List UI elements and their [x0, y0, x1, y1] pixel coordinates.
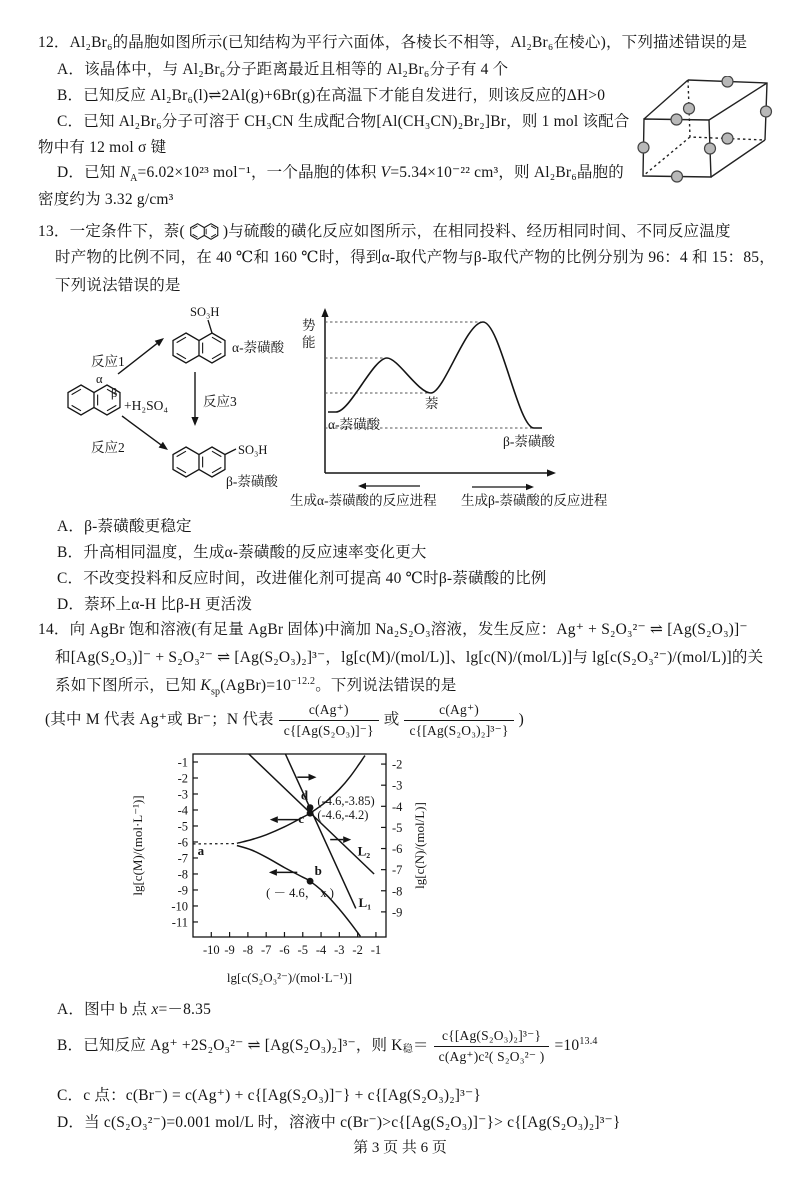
q12-option-a: A．该晶体中，与 Al₂Br₆分子距离最近且相等的 Al₂Br₆分子有 4 个 — [57, 61, 509, 78]
ion-concentration-graph — [128, 748, 448, 1000]
svg-text:-10: -10 — [202, 943, 220, 957]
svg-text:-9: -9 — [177, 883, 188, 898]
reagent-label: +H₂SO₄ — [124, 398, 169, 413]
q12-option-c-line2: 物中有 12 mol σ 键 — [38, 139, 167, 156]
svg-text:-7: -7 — [260, 943, 272, 957]
fraction2-denominator: c{[Ag(S₂O₃)₂]³⁻} — [404, 720, 513, 739]
svg-text:lg[c(N)/(mol/L)]: lg[c(N)/(mol/L)] — [412, 802, 427, 889]
naphthalene-level-label: 萘 — [425, 396, 439, 411]
beta-so3h-label: SO₃H — [238, 443, 268, 457]
q12-option-d-line2: 密度约为 3.32 g/cm³ — [38, 191, 174, 208]
q13-stem-line1-a: 13．一定条件下，萘( — [38, 222, 185, 240]
svg-text:-3: -3 — [177, 787, 188, 802]
svg-text:-6: -6 — [279, 943, 290, 957]
beta-position-label: β — [111, 386, 118, 400]
svg-text:-6: -6 — [177, 835, 188, 850]
edge-top-right — [709, 83, 767, 120]
hidden-edges-back — [688, 80, 765, 140]
potential-energy-axis-label: 势能 — [302, 318, 316, 350]
q14-mn-definition — [45, 702, 524, 738]
q14-stem-line1: 14．向 AgBr 饱和溶液(有足量 AgBr 固体)中滴加 Na₂S₂O₃溶液，发生反应：Ag⁺ + S₂O₃²⁻ ⇌ [Ag(S₂O₃)]⁻ — [38, 621, 748, 638]
graph-label: L₁ — [358, 894, 372, 910]
energy-curve — [328, 322, 542, 428]
fraction1-numerator: c(Ag⁺) — [308, 702, 349, 717]
reaction-arrows — [118, 338, 199, 450]
energy-guide-lines — [325, 322, 534, 428]
graph-label: c — [298, 810, 304, 826]
svg-text:-9: -9 — [392, 905, 403, 920]
q13-option-b: B．升高相同温度，生成α-萘磺酸的反应速率变化更大 — [57, 544, 427, 561]
svg-text:-4: -4 — [315, 943, 327, 957]
q13-option-d: D．萘环上α-H 比β-H 更活泼 — [57, 596, 253, 613]
beta-product-label: β-萘磺酸 — [226, 474, 278, 489]
svg-text:-2: -2 — [392, 757, 403, 772]
edge-bottom-right — [711, 140, 765, 177]
mn-definition-suffix: ) — [518, 711, 525, 729]
q14-option-b-prefix: B．已知反应 Ag⁺ +2S₂O₃²⁻ ⇌ [Ag(S₂O₃)₂]³⁻，则 K — [57, 1037, 403, 1055]
q13-option-a: A．β-萘磺酸更稳定 — [57, 518, 192, 535]
svg-text:-1: -1 — [177, 755, 188, 770]
hidden-edge-bottom — [643, 137, 690, 176]
q12-stem: 12．Al₂Br₆的晶胞如图所示(已知结构为平行六面体，各棱长不相等，Al₂Br₆在棱心)，下列描述错误的是 — [38, 34, 748, 51]
svg-text:-10: -10 — [171, 899, 188, 914]
reaction1-label: 反应1 — [91, 354, 125, 369]
mn-definition-or: 或 — [383, 711, 400, 729]
beta-so3h-bond — [225, 449, 236, 455]
svg-text:-5: -5 — [392, 820, 403, 835]
edge-left — [644, 80, 688, 119]
graph-label: L₂ — [357, 843, 371, 859]
svg-text:lg[c(M)/(mol·L⁻¹)]: lg[c(M)/(mol·L⁻¹)] — [130, 795, 145, 896]
svg-text:-1: -1 — [370, 943, 382, 957]
page-number-footer: 第 3 页 共 6 页 — [353, 1140, 447, 1156]
reaction3-label: 反应3 — [203, 394, 237, 409]
graph-label: a — [197, 842, 205, 858]
sulfonation-reaction-scheme — [40, 300, 320, 512]
q13-stem-line3: 下列说法错误的是 — [55, 277, 181, 294]
reaction2-label: 反应2 — [91, 440, 125, 455]
q14-stem-line3: 系如下图所示，已知 $K_{sp}(AgBr)=10^{-12.2}$。下列说法错误的是 — [55, 676, 457, 698]
q13-stem-line1-b: )与硫酸的磺化反应如图所示，在相同投料、经历相同时间、不同反应温度 — [222, 222, 731, 240]
molecule-spheres — [638, 76, 772, 182]
svg-text:-2: -2 — [177, 771, 188, 786]
k-stability-subscript: 稳 — [402, 1043, 413, 1055]
alpha-product-level-label: α-萘磺酸 — [328, 417, 381, 432]
beta-progress-label: 生成β-萘磺酸的反应进程 — [461, 493, 608, 508]
beta-product-level-label: β-萘磺酸 — [503, 434, 555, 449]
q14-option-b — [57, 1018, 598, 1074]
svg-text:-4: -4 — [177, 803, 188, 818]
mn-definition-prefix: (其中 M 代表 Ag⁺或 Br⁻；N 代表 — [45, 711, 274, 729]
k-fraction-numerator: c{[Ag(S₂O₃)₂]³⁻} — [441, 1027, 542, 1043]
k-fraction-denominator: c(Ag⁺)c²( S₂O₃²⁻ ) — [434, 1046, 550, 1065]
q14-option-a: A．图中 b 点 x=－8.35 — [57, 1001, 212, 1018]
alpha-so3h-bond — [208, 320, 212, 333]
alpha-product-label: α-萘磺酸 — [232, 340, 285, 355]
q12-option-c-line1: C．已知 Al₂Br₆分子可溶于 CH₃CN 生成配合物[Al(CH₃CN)₂Br₂]Br，则 1 mol 该配合 — [57, 113, 630, 130]
svg-text:-2: -2 — [352, 943, 363, 957]
alpha-so3h-label: SO₃H — [190, 305, 220, 319]
svg-text:-8: -8 — [242, 943, 254, 957]
svg-text:-7: -7 — [177, 851, 188, 866]
svg-text:-9: -9 — [224, 943, 235, 957]
fraction2-numerator: c(Ag⁺) — [439, 702, 479, 717]
svg-text:-6: -6 — [392, 842, 403, 857]
graph-label: (-4.6,-4.2) — [317, 807, 369, 822]
q14-option-b-value: $=10^{13.4}$ — [554, 1036, 598, 1055]
q14-option-d: D．当 c(S₂O₃²⁻)=0.001 mol/L 时，溶液中 c(Br⁻)>c{[Ag(S₂O₃)]⁻}> c{[Ag(S₂O₃)₂]³⁻} — [57, 1114, 621, 1131]
q14-option-b-equals: ＝ — [412, 1037, 429, 1055]
svg-text:-8: -8 — [392, 884, 403, 899]
energy-profile-diagram — [288, 298, 608, 513]
alpha-position-label: α — [96, 372, 103, 386]
k-stability-fraction — [434, 1028, 550, 1064]
svg-text:-8: -8 — [177, 867, 188, 882]
q13-stem-line2: 时产物的比例不同，在 40 ℃和 160 ℃时，得到α-取代产物与β-取代产物的比例分别为 96：4 和 15：85， — [55, 249, 775, 266]
alpha-progress-label: 生成α-萘磺酸的反应进程 — [290, 493, 437, 508]
svg-text:lg[c(S₂O₃²⁻)/(mol·L⁻¹)]: lg[c(S₂O₃²⁻)/(mol·L⁻¹)] — [226, 970, 353, 985]
graph-label: (-4.6,-3.85) — [317, 794, 375, 809]
svg-text:-7: -7 — [392, 863, 403, 878]
q12-option-b: B．已知反应 Al₂Br₆(l)⇌2Al(g)+6Br(g)在高温下才能自发进行，则该反应的ΔH>0 — [57, 87, 606, 104]
graph-label: d — [300, 787, 309, 803]
q14-option-c: C．c 点：c(Br⁻) = c(Ag⁺) + c{[Ag(S₂O₃)]⁻} + c{[Ag(S₂O₃)₂]³⁻} — [57, 1087, 482, 1104]
graph-label: b — [314, 862, 322, 878]
q14-stem-line2: 和[Ag(S₂O₃)]⁻ + S₂O₃²⁻ ⇌ [Ag(S₂O₃)₂]³⁻，lg[c(M)/(mol/L)]、lg[c(N)/(mol/L)]与 lg[c(S₂O₃²⁻)/(mol/L)]的关 — [55, 649, 764, 666]
svg-text:-11: -11 — [171, 915, 188, 930]
ratio-fraction-2 — [404, 702, 513, 738]
fraction1-denominator: c{[Ag(S₂O₃)]⁻} — [279, 720, 379, 739]
naphthalene-inline-structure — [185, 218, 223, 245]
q12-option-d-line1: D．已知 $N_A=6.02\times 10^{23}$ mol⁻¹，一个晶胞的体积 V=5.34×10⁻²² cm³，则 Al₂Br₆晶胞的 — [57, 164, 624, 185]
crystal-cell-figure — [630, 76, 780, 206]
svg-text:-3: -3 — [392, 778, 403, 793]
data-point-d — [307, 804, 314, 811]
svg-text:-5: -5 — [177, 819, 188, 834]
q13-stem-line1 — [38, 218, 731, 245]
top-back-edges — [688, 80, 767, 140]
graph-label: ( － 4.6， x ) — [266, 886, 334, 901]
svg-text:-4: -4 — [392, 799, 403, 814]
ratio-fraction-1 — [279, 702, 379, 738]
svg-text:-5: -5 — [297, 943, 308, 957]
energy-axes — [321, 308, 556, 490]
data-point-b — [307, 878, 314, 885]
svg-text:-3: -3 — [334, 943, 345, 957]
q13-option-c: C．不改变投料和反应时间，改进催化剂可提高 40 ℃时β-萘磺酸的比例 — [57, 570, 547, 587]
crystal-cell-edges — [643, 80, 767, 177]
